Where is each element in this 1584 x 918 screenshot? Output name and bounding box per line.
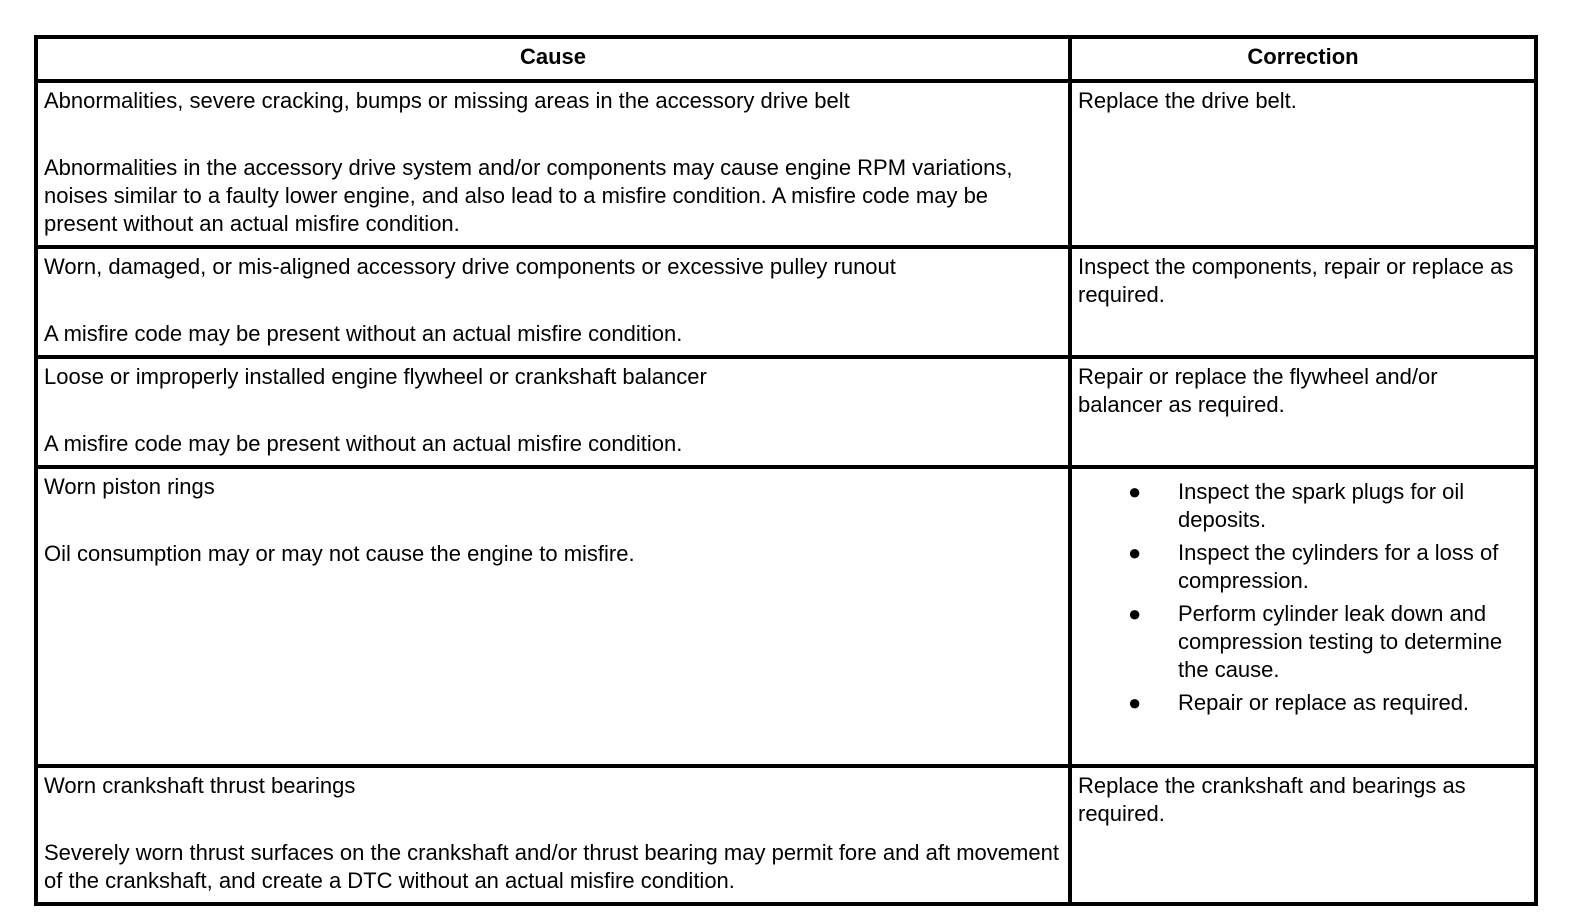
correction-bullet-list — [1078, 478, 1528, 717]
correction-cell — [1070, 247, 1536, 357]
cause-note: Oil consumption may or may not cause the engine to misfire. — [44, 541, 635, 566]
cause-note: Abnormalities in the accessory drive system and/or components may cause engine RPM variations, noises similar to a faulty lower engine, and also lead to a misfire condition. A misfire code may be present without an actual misfire condition. — [44, 155, 1013, 236]
table-header-row — [36, 37, 1536, 81]
cause-cell — [36, 81, 1070, 247]
cause-title: Worn crankshaft thrust bearings — [44, 773, 356, 798]
bullet-icon: ● — [1128, 540, 1142, 565]
correction-text: Inspect the components, repair or replace as required. — [1078, 254, 1514, 307]
table-row — [36, 247, 1536, 357]
table-row — [36, 357, 1536, 467]
bullet-icon: ● — [1128, 690, 1142, 715]
cause-cell — [36, 247, 1070, 357]
list-item — [1078, 478, 1528, 534]
cause-cell — [36, 467, 1070, 766]
list-item-text: Inspect the spark plugs for oil deposits. — [1178, 479, 1465, 532]
correction-text: Replace the crankshaft and bearings as required. — [1078, 773, 1466, 826]
list-item — [1078, 539, 1528, 595]
correction-text: Replace the drive belt. — [1078, 88, 1297, 113]
correction-cell — [1070, 357, 1536, 467]
list-item — [1078, 689, 1528, 717]
cause-title: Worn piston rings — [44, 474, 215, 499]
correction-cell — [1070, 467, 1536, 766]
cause-column-header: Cause — [36, 37, 1070, 81]
correction-cell — [1070, 766, 1536, 904]
cause-cell — [36, 357, 1070, 467]
cause-cell — [36, 766, 1070, 904]
cause-note: Severely worn thrust surfaces on the crankshaft and/or thrust bearing may permit fore and aft movement of the crankshaft, and create a DTC without an actual misfire condition. — [44, 840, 1059, 893]
correction-cell — [1070, 81, 1536, 247]
list-item-text: Perform cylinder leak down and compression testing to determine the cause. — [1178, 601, 1503, 682]
cause-title: Abnormalities, severe cracking, bumps or missing areas in the accessory drive belt — [44, 88, 850, 113]
diagnostic-table — [34, 35, 1538, 906]
cause-note: A misfire code may be present without an actual misfire condition. — [44, 431, 683, 456]
table-row — [36, 81, 1536, 247]
list-item — [1078, 600, 1528, 684]
list-item-text: Repair or replace as required. — [1178, 690, 1470, 715]
cause-title: Loose or improperly installed engine flywheel or crankshaft balancer — [44, 364, 707, 389]
cause-title: Worn, damaged, or mis-aligned accessory drive components or excessive pulley runout — [44, 254, 896, 279]
table-row — [36, 467, 1536, 766]
list-item-text: Inspect the cylinders for a loss of compression. — [1178, 540, 1499, 593]
table-row — [36, 766, 1536, 904]
cause-note: A misfire code may be present without an actual misfire condition. — [44, 321, 683, 346]
bullet-icon: ● — [1128, 479, 1142, 504]
bullet-icon: ● — [1128, 601, 1142, 626]
correction-text: Repair or replace the flywheel and/or balancer as required. — [1078, 364, 1438, 417]
correction-column-header: Correction — [1070, 37, 1536, 81]
